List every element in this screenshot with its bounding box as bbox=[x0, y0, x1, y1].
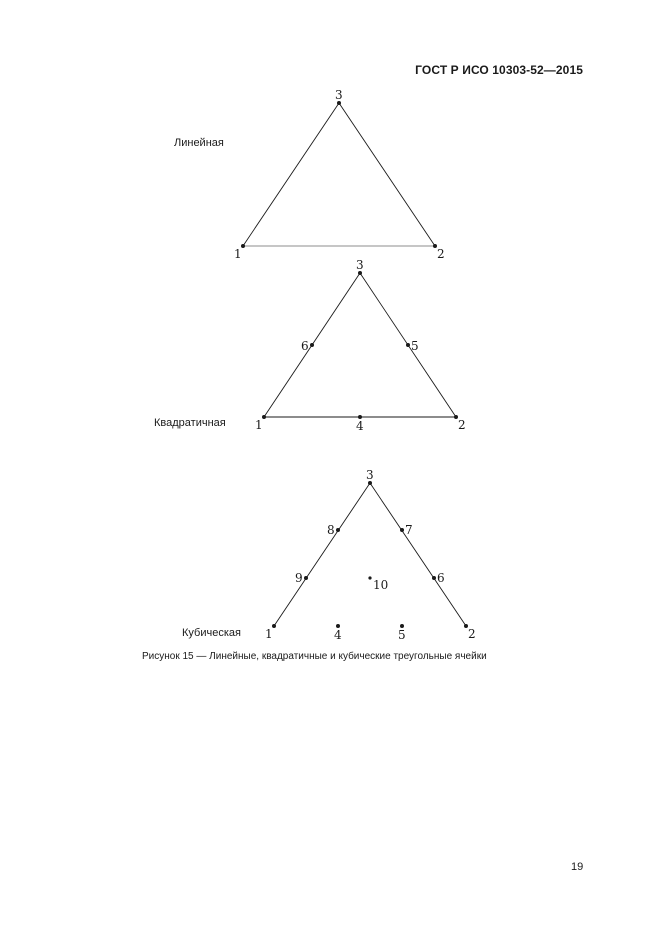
figure-caption: Рисунок 15 — Линейные, квадратичные и кубические треугольные ячейки bbox=[142, 651, 487, 662]
cubic-edge-right bbox=[370, 483, 466, 626]
standard-code-header: ГОСТ Р ИСО 10303-52—2015 bbox=[415, 63, 583, 77]
cubic-node-label-2: 2 bbox=[468, 627, 476, 641]
cubic-label: Кубическая bbox=[182, 627, 241, 639]
quadratic-node-dot-5 bbox=[406, 343, 410, 347]
quadratic-label: Квадратичная bbox=[154, 417, 226, 429]
cubic-node-label-5: 5 bbox=[398, 628, 406, 642]
linear-edge-right bbox=[339, 103, 435, 246]
linear-edge-left bbox=[243, 103, 339, 246]
page-number: 19 bbox=[571, 861, 584, 873]
cubic-node-dot-6 bbox=[432, 576, 436, 580]
cubic-node-dot-10 bbox=[368, 576, 371, 579]
cubic-node-label-3: 3 bbox=[366, 468, 374, 482]
linear-label: Линейная bbox=[174, 137, 224, 149]
cubic-node-dot-7 bbox=[400, 528, 404, 532]
cubic-node-label-7: 7 bbox=[405, 523, 413, 537]
cubic-edge-left bbox=[274, 483, 370, 626]
cubic-node-label-8: 8 bbox=[327, 523, 335, 537]
quadratic-node-label-3: 3 bbox=[356, 258, 364, 272]
quadratic-node-label-4: 4 bbox=[356, 419, 364, 433]
cubic-node-dot-8 bbox=[336, 528, 340, 532]
cubic-node-label-4: 4 bbox=[334, 628, 342, 642]
linear-node-label-2: 2 bbox=[437, 247, 445, 261]
quadratic-node-label-6: 6 bbox=[301, 339, 309, 353]
quadratic-node-dot-6 bbox=[310, 343, 314, 347]
cubic-node-label-9: 9 bbox=[295, 571, 303, 585]
cubic-node-dot-9 bbox=[304, 576, 308, 580]
quadratic-node-label-1: 1 bbox=[255, 418, 263, 432]
cubic-node-label-6: 6 bbox=[437, 571, 445, 585]
linear-node-label-3: 3 bbox=[335, 88, 343, 102]
quadratic-node-label-2: 2 bbox=[458, 418, 466, 432]
cubic-node-label-10: 10 bbox=[373, 578, 389, 592]
linear-node-label-1: 1 bbox=[234, 247, 242, 261]
quadratic-node-label-5: 5 bbox=[411, 339, 419, 353]
cubic-node-label-1: 1 bbox=[265, 627, 273, 641]
